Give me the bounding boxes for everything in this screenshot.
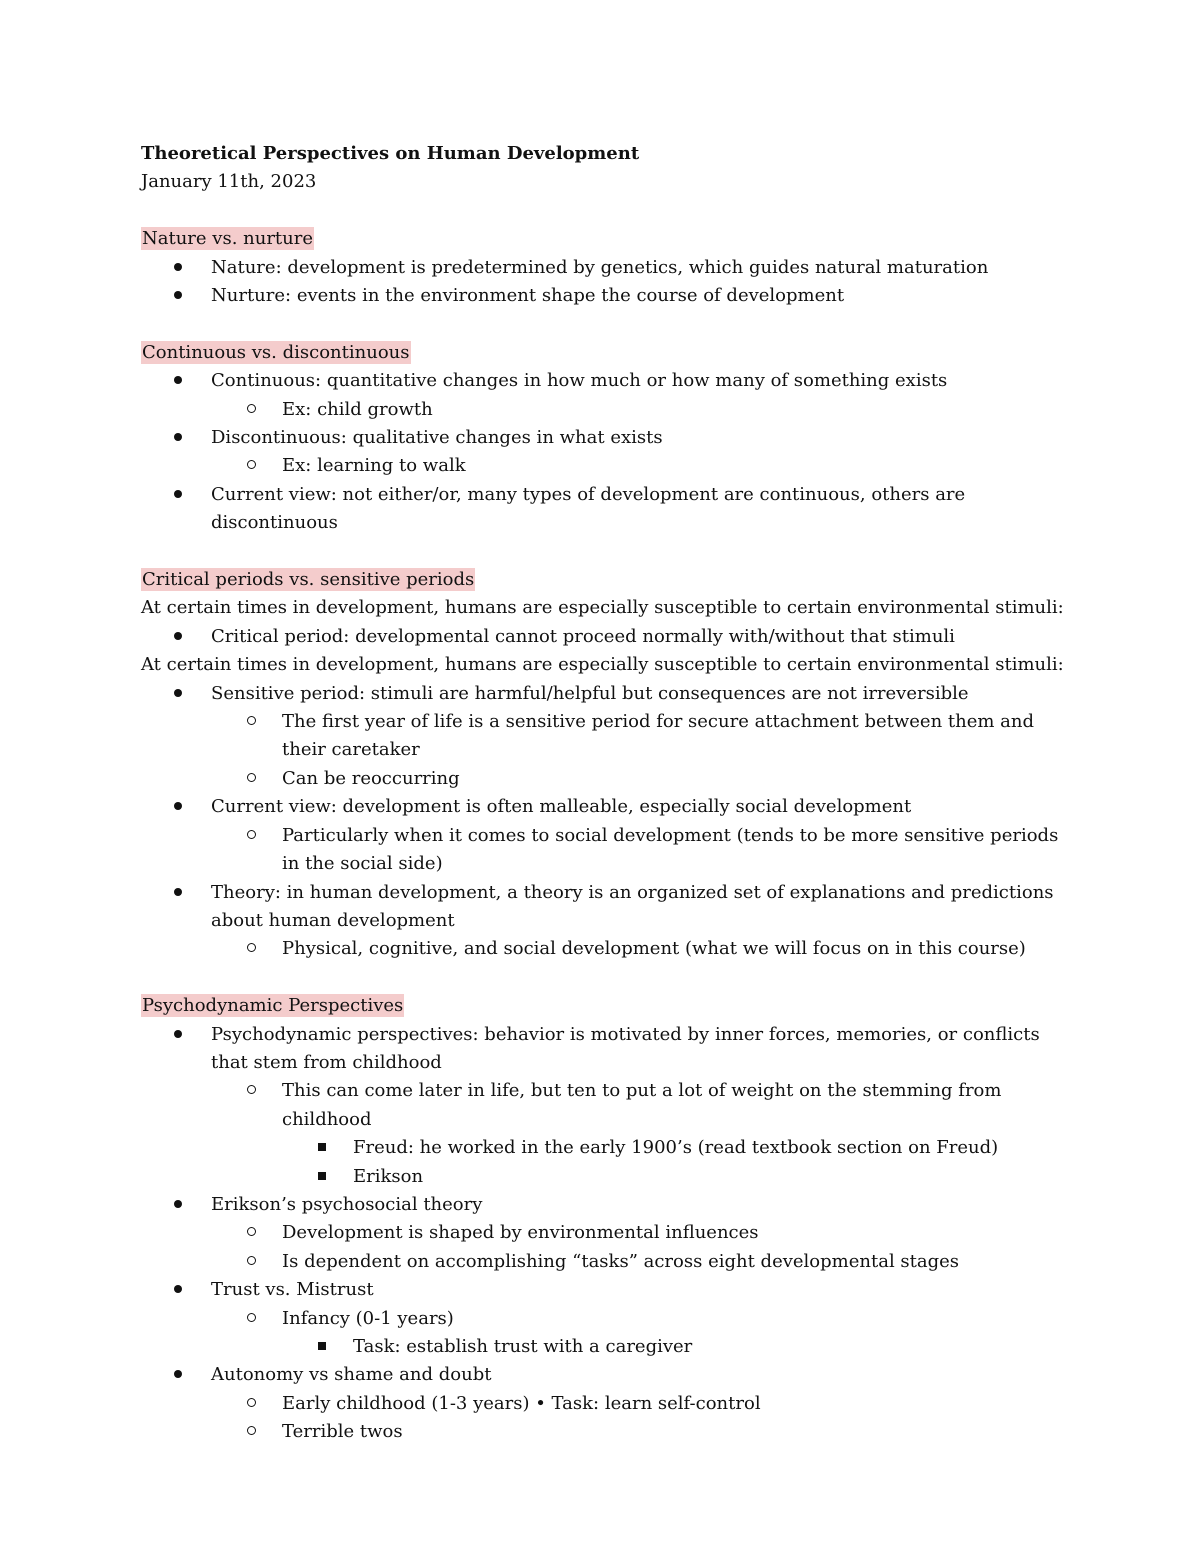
section-heading bbox=[141, 339, 1071, 367]
list-item-text: Task: establish trust with a caregiver bbox=[353, 1336, 693, 1357]
bullet-mark bbox=[247, 1313, 256, 1322]
list-item-text: Erikson’s psychosocial theory bbox=[211, 1193, 483, 1215]
bullet-mark bbox=[174, 1200, 182, 1208]
list-item-text: At certain times in development, humans are especially susceptible to certain environmental stimuli: bbox=[141, 597, 1064, 619]
hollow-circle-bullet-icon bbox=[247, 708, 256, 736]
hollow-circle-bullet-icon bbox=[247, 1305, 256, 1333]
list-item bbox=[141, 1163, 1071, 1191]
bullet-mark bbox=[318, 1143, 326, 1151]
bullet-mark bbox=[247, 716, 256, 725]
bullet-mark bbox=[247, 1426, 256, 1435]
list-item bbox=[141, 879, 1071, 936]
list-item-text: Development is shaped by environmental influences bbox=[282, 1222, 759, 1244]
list-item bbox=[141, 254, 1071, 282]
list-item-text: Ex: child growth bbox=[282, 398, 433, 420]
list-item bbox=[141, 935, 1071, 963]
list-item-text: Psychodynamic perspectives: behavior is motivated by inner forces, memories, or conflicts that stem from childhood bbox=[211, 1023, 1040, 1073]
list-item bbox=[141, 1305, 1071, 1333]
hollow-circle-bullet-icon bbox=[247, 822, 256, 850]
bullet-mark bbox=[247, 1398, 256, 1407]
list-item bbox=[141, 367, 1071, 395]
list-item bbox=[141, 623, 1071, 651]
bullet-mark bbox=[318, 1172, 326, 1180]
list-item-text: Sensitive period: stimuli are harmful/helpful but consequences are not irreversible bbox=[211, 682, 969, 704]
list-item bbox=[141, 765, 1071, 793]
bullet-mark bbox=[247, 404, 256, 413]
list-item-text: Erikson bbox=[353, 1165, 424, 1187]
list-item-text: Particularly when it comes to social development (tends to be more sensitive periods in the social side) bbox=[282, 824, 1059, 875]
filled-circle-bullet-icon bbox=[174, 793, 182, 821]
list-item bbox=[141, 452, 1071, 480]
list-item bbox=[141, 481, 1071, 538]
list-item-text: Infancy (0-1 years) bbox=[282, 1307, 454, 1329]
list-item bbox=[141, 282, 1071, 310]
bullet-mark bbox=[247, 1256, 256, 1265]
bullet-mark bbox=[174, 291, 182, 299]
list-item bbox=[141, 708, 1071, 765]
list-item-text: Nature: development is predetermined by genetics, which guides natural maturation bbox=[211, 256, 989, 278]
list-item bbox=[141, 1021, 1071, 1078]
list-item-text: This can come later in life, but ten to put a lot of weight on the stemming from childhood bbox=[282, 1080, 1002, 1130]
list-item bbox=[141, 822, 1071, 879]
list-item-text: Ex: learning to walk bbox=[282, 455, 466, 477]
list-item-text: Early childhood (1-3 years) • Task: learn self-control bbox=[282, 1392, 761, 1414]
section-spacer bbox=[141, 538, 1071, 566]
bullet-mark bbox=[174, 888, 182, 896]
filled-circle-bullet-icon bbox=[174, 254, 182, 282]
list-item bbox=[141, 1418, 1071, 1446]
hollow-circle-bullet-icon bbox=[247, 396, 256, 424]
bullet-mark bbox=[247, 1085, 256, 1094]
filled-circle-bullet-icon bbox=[174, 1021, 182, 1049]
list-item bbox=[141, 1361, 1071, 1389]
document-content bbox=[141, 140, 1071, 1447]
list-item bbox=[141, 680, 1071, 708]
list-item bbox=[141, 1248, 1071, 1276]
section-spacer bbox=[141, 310, 1071, 338]
filled-circle-bullet-icon bbox=[174, 1191, 182, 1219]
list-item-text: The first year of life is a sensitive period for secure attachment between them and their caretaker bbox=[282, 711, 1035, 761]
filled-circle-bullet-icon bbox=[174, 1276, 182, 1304]
section-heading-text: Continuous vs. discontinuous bbox=[142, 341, 410, 363]
filled-circle-bullet-icon bbox=[174, 1361, 182, 1389]
section-heading bbox=[141, 992, 1071, 1020]
list-item bbox=[141, 424, 1071, 452]
bullet-mark bbox=[247, 1227, 256, 1236]
document-title: Theoretical Perspectives on Human Development bbox=[141, 143, 640, 164]
section-heading-text: Nature vs. nurture bbox=[142, 228, 314, 250]
bullet-mark bbox=[318, 1342, 326, 1350]
section-spacer bbox=[141, 197, 1071, 225]
list-item-text: Trust vs. Mistrust bbox=[211, 1279, 374, 1301]
list-item-text: Can be reoccurring bbox=[282, 767, 460, 789]
list-item bbox=[141, 1276, 1071, 1304]
hollow-circle-bullet-icon bbox=[247, 1248, 256, 1276]
list-item-text: Critical period: developmental cannot proceed normally with/without that stimuli bbox=[211, 625, 955, 647]
list-item-text: Autonomy vs shame and doubt bbox=[211, 1364, 492, 1386]
bullet-mark bbox=[174, 433, 182, 441]
hollow-circle-bullet-icon bbox=[247, 1219, 256, 1247]
bullet-mark bbox=[174, 1030, 182, 1038]
section-heading-text: Psychodynamic Perspectives bbox=[142, 995, 404, 1017]
bullet-mark bbox=[174, 1370, 182, 1378]
list-item bbox=[141, 1333, 1071, 1361]
list-item-text: At certain times in development, humans are especially susceptible to certain environmental stimuli: bbox=[141, 654, 1064, 676]
bullet-mark bbox=[247, 773, 256, 782]
hollow-circle-bullet-icon bbox=[247, 935, 256, 963]
list-item-text: Current view: development is often malleable, especially social development bbox=[211, 796, 912, 818]
bullet-mark bbox=[247, 460, 256, 469]
list-item-text: Discontinuous: qualitative changes in what exists bbox=[211, 427, 663, 449]
hollow-circle-bullet-icon bbox=[247, 1077, 256, 1105]
list-item-text: Continuous: quantitative changes in how much or how many of something exists bbox=[211, 370, 948, 392]
list-item bbox=[141, 793, 1071, 821]
filled-circle-bullet-icon bbox=[174, 879, 182, 907]
section-spacer bbox=[141, 964, 1071, 992]
square-bullet-icon bbox=[318, 1333, 326, 1361]
bullet-mark bbox=[174, 490, 182, 498]
bullet-mark bbox=[174, 689, 182, 697]
hollow-circle-bullet-icon bbox=[247, 452, 256, 480]
filled-circle-bullet-icon bbox=[174, 623, 182, 651]
list-item-text: Is dependent on accomplishing “tasks” across eight developmental stages bbox=[282, 1250, 960, 1272]
hollow-circle-bullet-icon bbox=[247, 765, 256, 793]
paragraph-line bbox=[141, 651, 1071, 679]
filled-circle-bullet-icon bbox=[174, 367, 182, 395]
section-heading bbox=[141, 566, 1071, 594]
list-item bbox=[141, 1219, 1071, 1247]
list-item bbox=[141, 1390, 1071, 1418]
filled-circle-bullet-icon bbox=[174, 481, 182, 509]
bullet-mark bbox=[174, 263, 182, 271]
paragraph-line bbox=[141, 594, 1071, 622]
section-heading bbox=[141, 225, 1071, 253]
list-item-text: Terrible twos bbox=[282, 1421, 403, 1443]
filled-circle-bullet-icon bbox=[174, 680, 182, 708]
bullet-mark bbox=[174, 802, 182, 810]
filled-circle-bullet-icon bbox=[174, 282, 182, 310]
list-item bbox=[141, 1134, 1071, 1162]
list-item-text: Theory: in human development, a theory is an organized set of explanations and predictions about human development bbox=[211, 881, 1054, 931]
filled-circle-bullet-icon bbox=[174, 424, 182, 452]
sections-container bbox=[141, 197, 1071, 1447]
square-bullet-icon bbox=[318, 1134, 326, 1162]
document-date: January 11th, 2023 bbox=[141, 171, 317, 193]
section-heading-text: Critical periods vs. sensitive periods bbox=[142, 569, 475, 591]
bullet-mark bbox=[247, 830, 256, 839]
list-item-text: Freud: he worked in the early 1900’s (read textbook section on Freud) bbox=[353, 1137, 999, 1159]
list-item-text: Current view: not either/or, many types of development are continuous, others are discontinuous bbox=[211, 483, 966, 534]
bullet-mark bbox=[174, 632, 182, 640]
list-item bbox=[141, 396, 1071, 424]
hollow-circle-bullet-icon bbox=[247, 1418, 256, 1446]
bullet-mark bbox=[247, 943, 256, 952]
list-item-text: Nurture: events in the environment shape the course of development bbox=[211, 285, 845, 307]
hollow-circle-bullet-icon bbox=[247, 1390, 256, 1418]
bullet-mark bbox=[174, 1285, 182, 1293]
list-item bbox=[141, 1077, 1071, 1134]
square-bullet-icon bbox=[318, 1163, 326, 1191]
list-item bbox=[141, 1191, 1071, 1219]
bullet-mark bbox=[174, 376, 182, 384]
list-item-text: Physical, cognitive, and social development (what we will focus on in this course) bbox=[282, 938, 1026, 960]
